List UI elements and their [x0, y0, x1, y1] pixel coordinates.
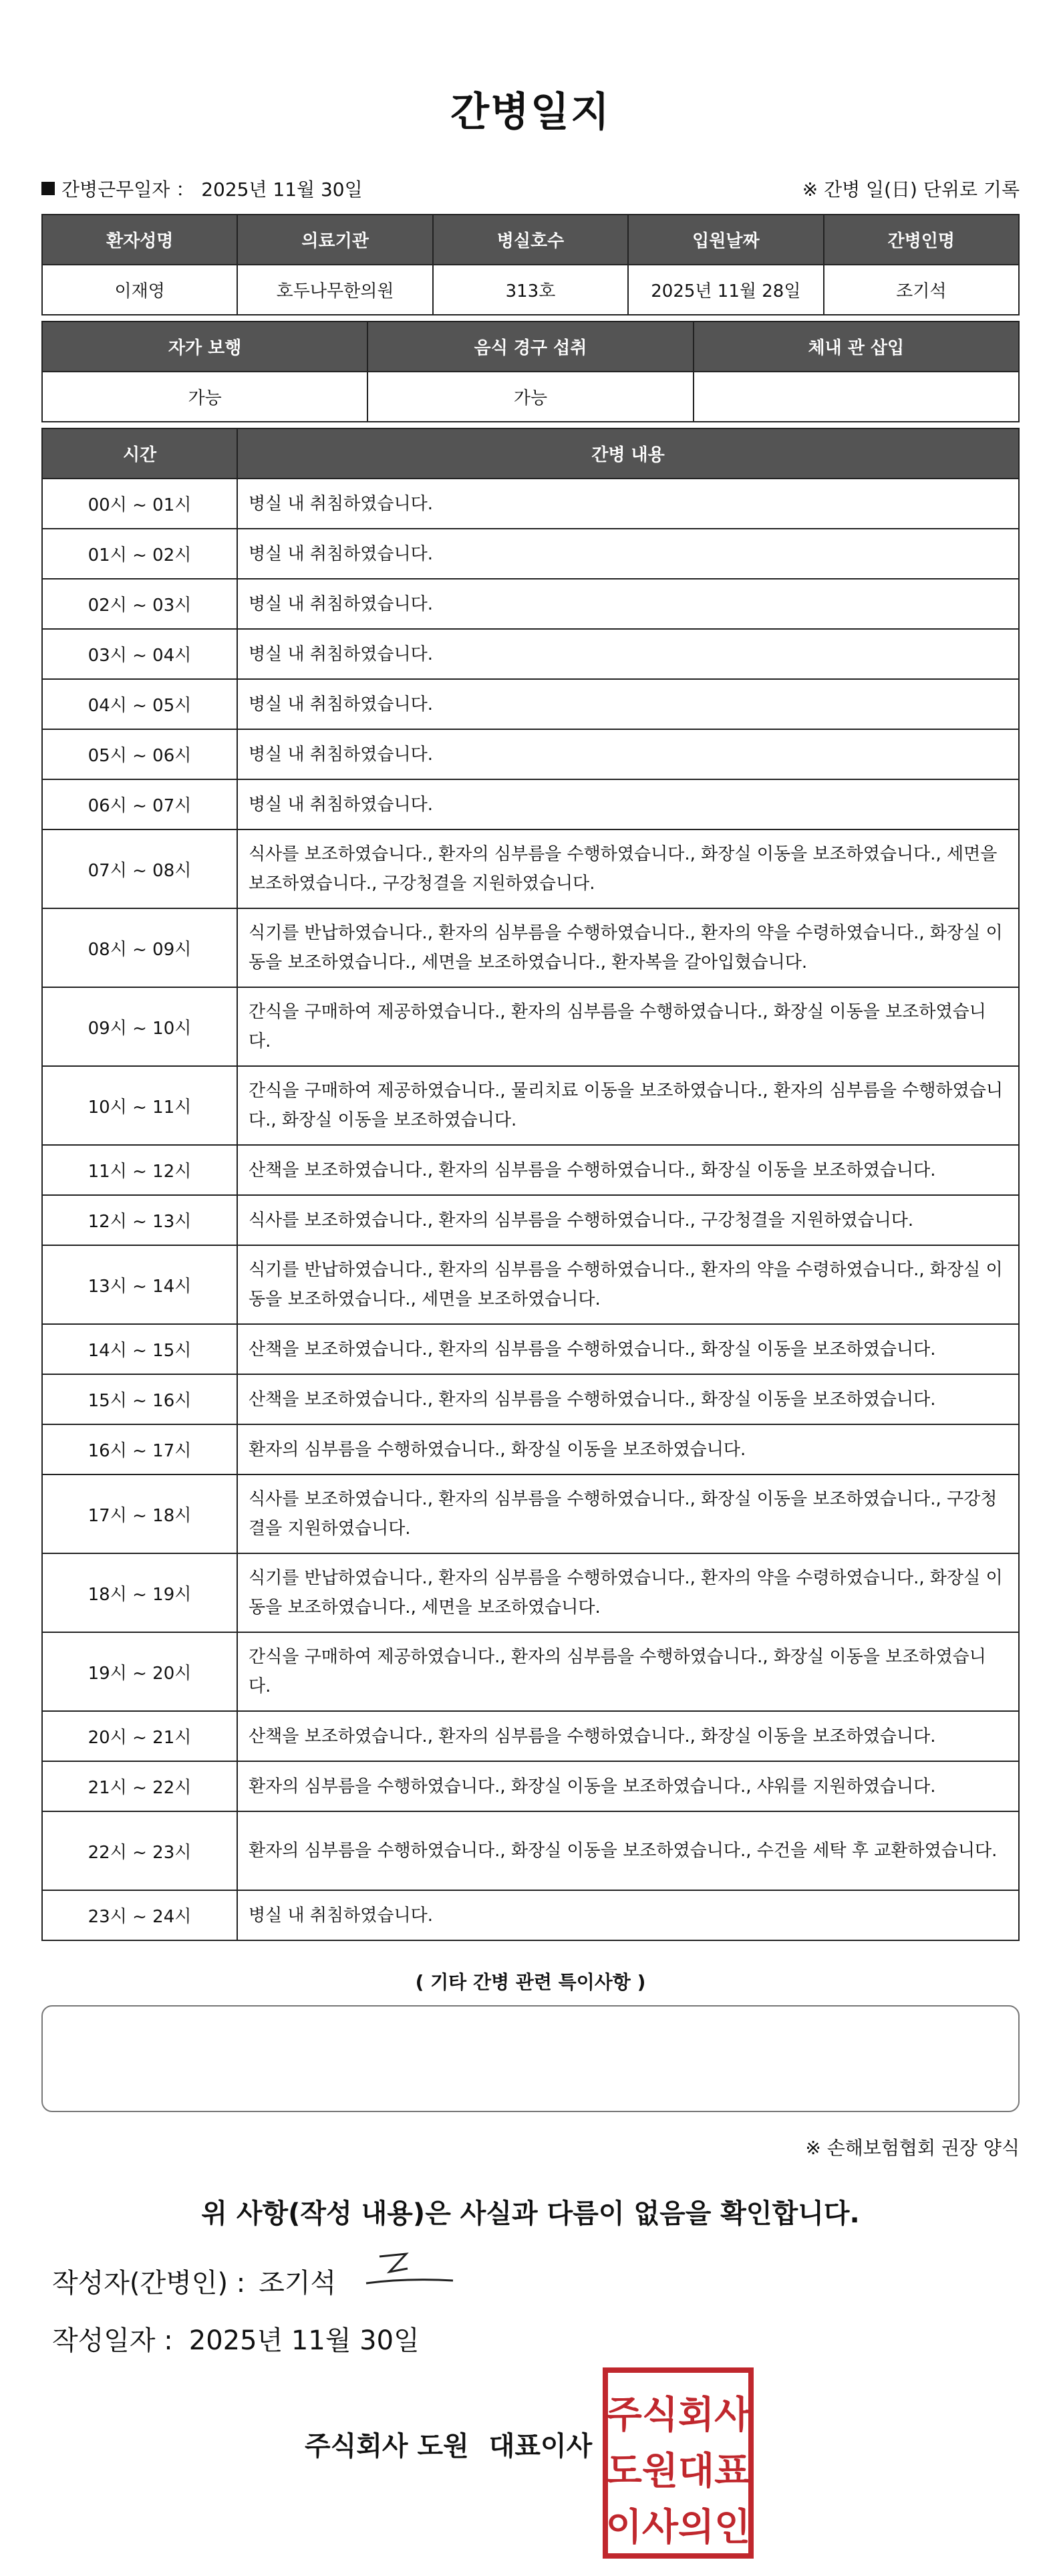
- care-log-row: [42, 908, 1019, 987]
- care-log-row: [42, 829, 1019, 908]
- care-log-row: [42, 1474, 1019, 1553]
- header-caregiver-name: 간병인명: [824, 215, 1019, 265]
- room-number: 313호: [433, 265, 628, 315]
- care-log-row: [42, 1324, 1019, 1374]
- care-log-content: 식사를 보조하였습니다., 환자의 심부름을 수행하였습니다., 화장실 이동을 보조하였습니다., 세면을 보조하였습니다., 구강청결을 지원하였습니다.: [237, 829, 1019, 908]
- care-log-time: 20시 ~ 21시: [42, 1711, 237, 1761]
- care-log-row: [42, 1553, 1019, 1632]
- writer-label: 작성자(간병인) :: [52, 2268, 246, 2299]
- care-log-row: [42, 579, 1019, 629]
- written-date-value: 2025년 11월 30일: [188, 2325, 420, 2356]
- care-log-content: 병실 내 취침하였습니다.: [237, 579, 1019, 629]
- work-date-value: 2025년 11월 30일: [201, 178, 363, 201]
- header-patient-name: 환자성명: [42, 215, 237, 265]
- confirm-statement: 위 사항(작성 내용)은 사실과 다름이 없음을 확인합니다.: [201, 2198, 860, 2229]
- care-log-row: [42, 629, 1019, 679]
- meta-row: [41, 175, 1020, 202]
- care-log-header-row: [42, 428, 1019, 479]
- care-log-time: 07시 ~ 08시: [42, 829, 237, 908]
- etc-notes-box: [41, 2005, 1020, 2112]
- care-log-time: 06시 ~ 07시: [42, 779, 237, 829]
- company-role: 대표이사: [488, 2431, 593, 2462]
- care-log-row: [42, 479, 1019, 529]
- ability-header-row: [42, 321, 1019, 372]
- care-log-row: [42, 1424, 1019, 1474]
- written-date-row: [52, 2319, 420, 2357]
- seal-text-line: 주식회사: [605, 2394, 751, 2437]
- care-log-time: 09시 ~ 10시: [42, 987, 237, 1066]
- care-log-time: 21시 ~ 22시: [42, 1761, 237, 1811]
- care-log-content: 산책을 보조하였습니다., 환자의 심부름을 수행하였습니다., 화장실 이동을 보조하였습니다.: [237, 1374, 1019, 1424]
- company-name: 주식회사 도원: [305, 2431, 469, 2462]
- care-log-content: 식사를 보조하였습니다., 환자의 심부름을 수행하였습니다., 화장실 이동을 보조하였습니다., 구강청결을 지원하였습니다.: [237, 1474, 1019, 1553]
- patient-info-value-row: [42, 265, 1019, 315]
- care-log-content: 병실 내 취침하였습니다.: [237, 479, 1019, 529]
- tube-insertion-value: [694, 372, 1019, 422]
- care-log-time: 10시 ~ 11시: [42, 1066, 237, 1145]
- patient-info-table: [41, 214, 1020, 315]
- care-log-time: 01시 ~ 02시: [42, 529, 237, 579]
- admission-date: 2025년 11월 28일: [628, 265, 823, 315]
- care-log-time: 22시 ~ 23시: [42, 1811, 237, 1890]
- company-row: [305, 2425, 592, 2463]
- care-log-row: [42, 1711, 1019, 1761]
- care-log-content: 병실 내 취침하였습니다.: [237, 1890, 1019, 1940]
- care-log-content: 병실 내 취침하였습니다.: [237, 729, 1019, 779]
- care-log-content: 식기를 반납하였습니다., 환자의 심부름을 수행하였습니다., 환자의 약을 수령하였습니다., 화장실 이동을 보조하였습니다., 세면을 보조하였습니다.: [237, 1245, 1019, 1324]
- care-log-time: 03시 ~ 04시: [42, 629, 237, 679]
- care-log-content: 산책을 보조하였습니다., 환자의 심부름을 수행하였습니다., 화장실 이동을 보조하였습니다.: [237, 1324, 1019, 1374]
- header-time: 시간: [42, 428, 237, 479]
- work-date-group: [41, 175, 363, 202]
- care-log-time: 16시 ~ 17시: [42, 1424, 237, 1474]
- care-log-row: [42, 679, 1019, 729]
- caregiver-name: 조기석: [824, 265, 1019, 315]
- care-log-content: 간식을 구매하여 제공하였습니다., 환자의 심부름을 수행하였습니다., 화장실 이동을 보조하였습니다.: [237, 1632, 1019, 1711]
- company-seal-icon: [601, 2366, 755, 2560]
- care-log-row: [42, 1245, 1019, 1324]
- writer-name: 조기석: [259, 2268, 337, 2299]
- care-log-content: 환자의 심부름을 수행하였습니다., 화장실 이동을 보조하였습니다., 수건을 세탁 후 교환하였습니다.: [237, 1811, 1019, 1890]
- care-log-content: 산책을 보조하였습니다., 환자의 심부름을 수행하였습니다., 화장실 이동을 보조하였습니다.: [237, 1711, 1019, 1761]
- care-log-table: [41, 428, 1020, 1941]
- document-title: 간병일지: [450, 89, 611, 136]
- care-log-content: 환자의 심부름을 수행하였습니다., 화장실 이동을 보조하였습니다., 샤워를 지원하였습니다.: [237, 1761, 1019, 1811]
- ability-info-table: [41, 321, 1020, 422]
- header-care-content: 간병 내용: [237, 428, 1019, 479]
- care-log-row: [42, 1195, 1019, 1245]
- care-log-content: 간식을 구매하여 제공하였습니다., 물리치료 이동을 보조하였습니다., 환자의 심부름을 수행하였습니다., 화장실 이동을 보조하였습니다.: [237, 1066, 1019, 1145]
- care-log-time: 05시 ~ 06시: [42, 729, 237, 779]
- care-log-time: 04시 ~ 05시: [42, 679, 237, 729]
- care-log-content: 식기를 반납하였습니다., 환자의 심부름을 수행하였습니다., 환자의 약을 수령하였습니다., 화장실 이동을 보조하였습니다., 세면을 보조하였습니다.: [237, 1553, 1019, 1632]
- care-log-time: 23시 ~ 24시: [42, 1890, 237, 1940]
- ability-value-row: [42, 372, 1019, 422]
- work-date-label: 간병근무일자 ：: [61, 178, 195, 201]
- care-log-content: 식기를 반납하였습니다., 환자의 심부름을 수행하였습니다., 환자의 약을 수령하였습니다., 화장실 이동을 보조하였습니다., 세면을 보조하였습니다., 환자복을 갈아입혔습니다.: [237, 908, 1019, 987]
- care-log-time: 13시 ~ 14시: [42, 1245, 237, 1324]
- care-log-content: 간식을 구매하여 제공하였습니다., 환자의 심부름을 수행하였습니다., 화장실 이동을 보조하였습니다.: [237, 987, 1019, 1066]
- care-log-row: [42, 1632, 1019, 1711]
- care-log-row: [42, 1761, 1019, 1811]
- care-log-time: 02시 ~ 03시: [42, 579, 237, 629]
- patient-info-header-row: [42, 215, 1019, 265]
- square-bullet-icon: [41, 182, 55, 195]
- patient-name: 이재영: [42, 265, 237, 315]
- care-log-time: 18시 ~ 19시: [42, 1553, 237, 1632]
- self-walking-value: 가능: [42, 372, 367, 422]
- care-log-row: [42, 729, 1019, 779]
- writer-row: [52, 2262, 336, 2300]
- care-log-content: 환자의 심부름을 수행하였습니다., 화장실 이동을 보조하였습니다.: [237, 1424, 1019, 1474]
- care-log-row: [42, 1890, 1019, 1940]
- care-log-time: 00시 ~ 01시: [42, 479, 237, 529]
- care-log-time: 08시 ~ 09시: [42, 908, 237, 987]
- seal-text-line: 도원대표: [605, 2450, 751, 2493]
- signature-icon: [359, 2242, 460, 2295]
- care-log-time: 12시 ~ 13시: [42, 1195, 237, 1245]
- written-date-label: 작성일자 :: [52, 2325, 173, 2356]
- oral-intake-value: 가능: [367, 372, 693, 422]
- header-room: 병실호수: [433, 215, 628, 265]
- unit-note: ※ 간병 일(日) 단위로 기록: [802, 178, 1020, 201]
- header-admission-date: 입원날짜: [628, 215, 823, 265]
- header-tube-insertion: 체내 관 삽입: [694, 321, 1019, 372]
- etc-label: ( 기타 간병 관련 특이사항 ): [415, 1971, 646, 1993]
- care-log-row: [42, 1374, 1019, 1424]
- header-self-walking: 자가 보행: [42, 321, 367, 372]
- care-log-content: 병실 내 취침하였습니다.: [237, 779, 1019, 829]
- care-log-content: 병실 내 취침하였습니다.: [237, 679, 1019, 729]
- care-log-row: [42, 987, 1019, 1066]
- seal-text-line: 이사의인: [605, 2506, 751, 2549]
- care-log-time: 14시 ~ 15시: [42, 1324, 237, 1374]
- care-log-time: 11시 ~ 12시: [42, 1145, 237, 1195]
- hospital-name: 호두나무한의원: [237, 265, 432, 315]
- header-oral-intake: 음식 경구 섭취: [367, 321, 693, 372]
- recommend-note: ※ 손해보험협회 권장 양식: [805, 2137, 1020, 2159]
- care-log-row: [42, 529, 1019, 579]
- care-log-time: 17시 ~ 18시: [42, 1474, 237, 1553]
- care-log-content: 병실 내 취침하였습니다.: [237, 629, 1019, 679]
- care-log-time: 19시 ~ 20시: [42, 1632, 237, 1711]
- care-log-time: 15시 ~ 16시: [42, 1374, 237, 1424]
- care-log-row: [42, 1811, 1019, 1890]
- care-log-row: [42, 779, 1019, 829]
- care-log-content: 식사를 보조하였습니다., 환자의 심부름을 수행하였습니다., 구강청결을 지원하였습니다.: [237, 1195, 1019, 1245]
- header-hospital: 의료기관: [237, 215, 432, 265]
- care-log-content: 병실 내 취침하였습니다.: [237, 529, 1019, 579]
- care-log-row: [42, 1145, 1019, 1195]
- care-log-row: [42, 1066, 1019, 1145]
- care-log-content: 산책을 보조하였습니다., 환자의 심부름을 수행하였습니다., 화장실 이동을 보조하였습니다.: [237, 1145, 1019, 1195]
